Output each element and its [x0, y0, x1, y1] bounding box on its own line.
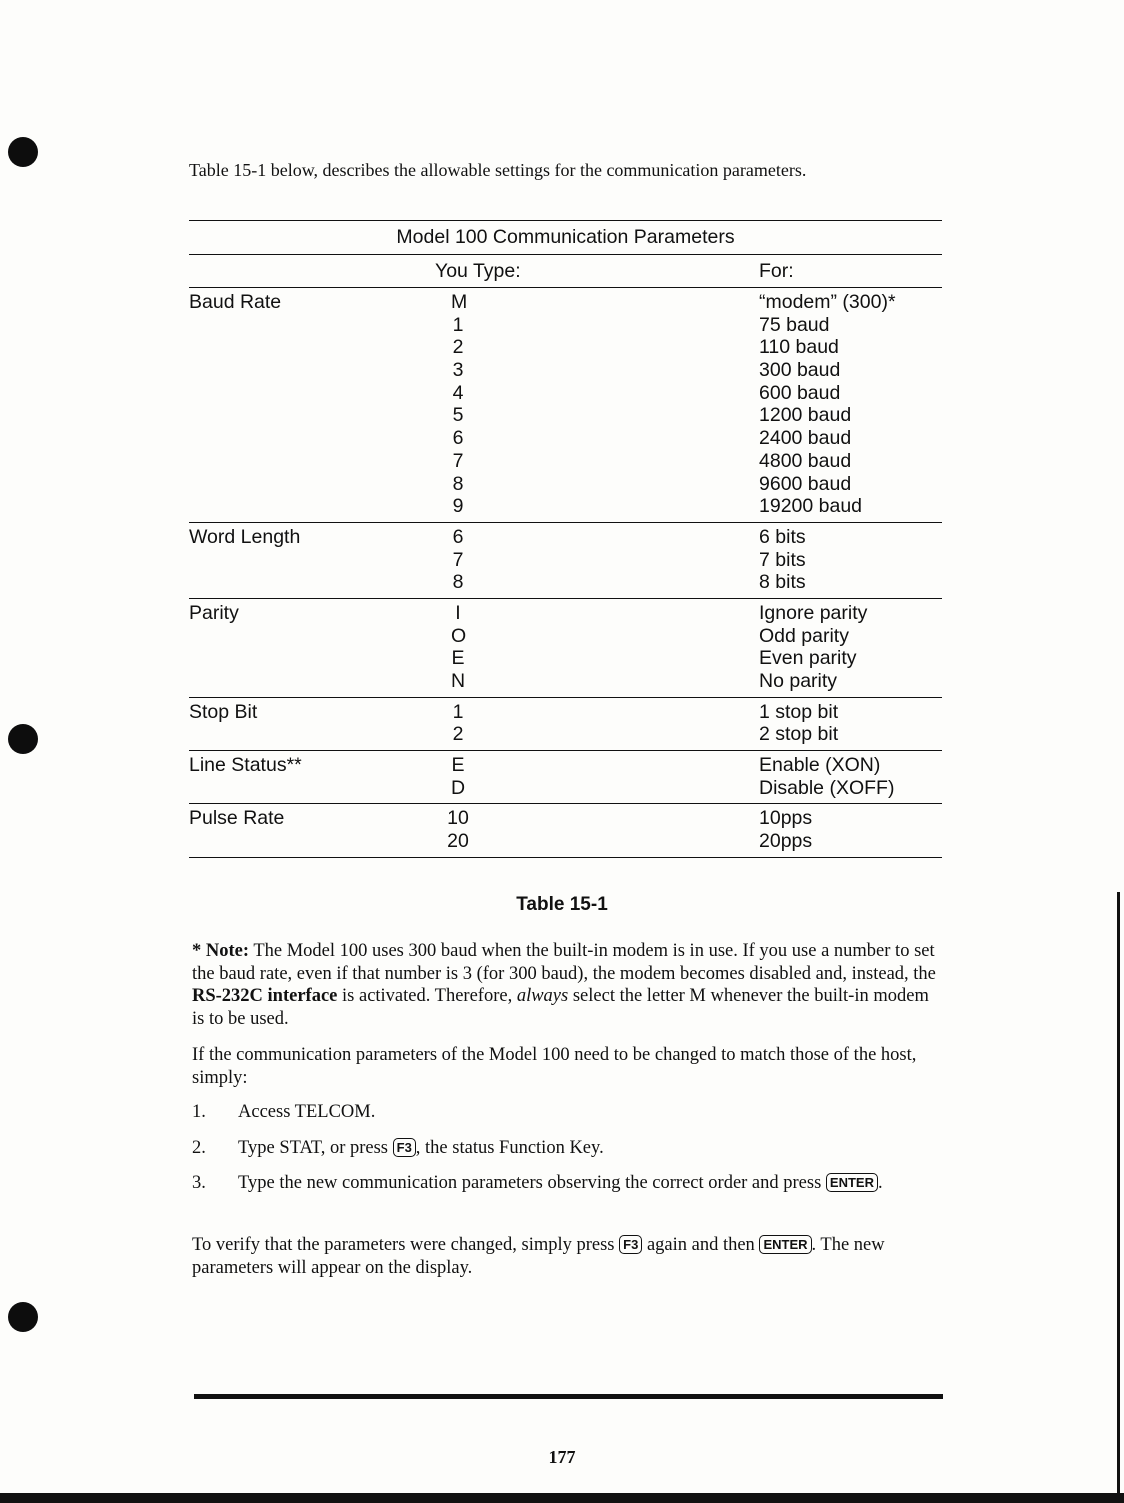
note-marker: * Note:	[192, 941, 250, 961]
table-row	[189, 754, 942, 777]
table-row	[189, 670, 942, 693]
table-row	[189, 314, 942, 337]
parameter-meaning: 75 baud	[759, 313, 830, 336]
table-row-group	[189, 523, 942, 598]
table-header	[189, 255, 942, 287]
table-row	[189, 777, 942, 800]
table-row	[189, 291, 942, 314]
list-item: 3. Type the new communication parameters observing the correct order and press ENTER .	[192, 1173, 883, 1193]
table-row	[189, 495, 942, 518]
parameter-meaning: Enable (XON)	[759, 754, 881, 777]
parameter-label: Parity	[189, 601, 239, 624]
parameter-code: 8	[452, 472, 464, 495]
intro-paragraph: Table 15-1 below, describes the allowable settings for the communication parameters.	[189, 160, 807, 180]
parameter-label: Word Length	[189, 525, 301, 548]
table-row-group	[189, 288, 942, 522]
parameter-meaning: 7 bits	[759, 548, 806, 571]
note-paragraph: * Note: The Model 100 uses 300 baud when the built-in modem is in use. If you use a number to set the baud rate, even if that number is 3 (for 300 baud), the modem becomes disabled and, instead, the RS-232C interface is activated. Therefore, always select the letter M whenever the built-in modem is to be used.	[192, 941, 936, 1029]
parameter-code: 5	[452, 404, 464, 427]
table-row-group	[189, 599, 942, 697]
binder-hole-bottom	[8, 1302, 38, 1332]
verify-paragraph: To verify that the parameters were changed, simply press F3 again and then ENTER . The new parameters will appear on the display.	[192, 1235, 885, 1278]
parameter-code: N	[451, 670, 466, 692]
parameter-code: 1	[452, 313, 464, 336]
table-caption: Table 15-1	[516, 894, 608, 915]
table-row-group	[189, 751, 942, 803]
column-header-you-type: You Type:	[435, 260, 521, 282]
page-edge-bottom	[0, 1493, 1124, 1503]
table-row	[189, 571, 942, 594]
table-row	[189, 723, 942, 746]
parameter-code: M	[451, 291, 468, 313]
list-item: 1. Access TELCOM.	[192, 1102, 376, 1122]
parameter-meaning: 20pps	[759, 830, 813, 853]
table-row	[189, 830, 942, 853]
parameter-meaning: 8 bits	[759, 571, 806, 594]
parameter-label: Line Status**	[189, 754, 302, 777]
page-number: 177	[548, 1447, 576, 1467]
enter-key-icon: ENTER	[759, 1235, 811, 1254]
parameter-code: E	[451, 647, 465, 670]
parameter-meaning: 300 baud	[759, 359, 841, 382]
binder-hole-top	[8, 137, 38, 167]
parameter-meaning: 1200 baud	[759, 404, 852, 427]
parameter-meaning: Ignore parity	[759, 601, 868, 624]
parameter-meaning: Odd parity	[759, 624, 849, 647]
table-row	[189, 427, 942, 450]
parameter-code: E	[451, 754, 465, 777]
table-row	[189, 336, 942, 359]
parameter-code: 4	[452, 381, 464, 404]
parameter-code: 2	[452, 723, 464, 746]
parameter-code: 1	[452, 700, 464, 723]
parameter-code: 20	[447, 830, 469, 853]
table-row	[189, 701, 942, 724]
parameter-code: D	[451, 776, 466, 799]
parameter-meaning: 10pps	[759, 807, 813, 830]
table-row	[189, 450, 942, 473]
parameter-label: Baud Rate	[189, 291, 282, 313]
binder-hole-middle	[8, 724, 38, 754]
parameter-meaning: 6 bits	[759, 525, 806, 548]
table-row	[189, 647, 942, 670]
parameter-meaning: 19200 baud	[759, 495, 863, 518]
parameter-code: 10	[447, 807, 469, 830]
parameter-code: O	[451, 624, 467, 647]
table-row	[189, 602, 942, 625]
column-header-for: For:	[759, 260, 794, 282]
parameter-code: 9	[452, 495, 464, 518]
steps-list	[192, 1101, 942, 1208]
enter-key-icon: ENTER	[826, 1173, 878, 1192]
parameter-meaning: No parity	[759, 670, 838, 692]
parameter-meaning: 1 stop bit	[759, 700, 839, 723]
parameter-code: 3	[452, 359, 464, 382]
list-item: 2. Type STAT, or press F3 , the status Function Key.	[192, 1137, 604, 1158]
parameter-label: Stop Bit	[189, 700, 258, 723]
parameter-code: I	[455, 601, 461, 624]
parameter-meaning: 2 stop bit	[759, 723, 839, 746]
parameter-meaning: 110 baud	[759, 336, 839, 359]
table-row	[189, 404, 942, 427]
table-row-group	[189, 698, 942, 750]
instructions-paragraph: If the communication parameters of the Model 100 need to be changed to match those of the host, simply:	[192, 1045, 917, 1088]
table-row	[189, 526, 942, 549]
parameter-code: 8	[452, 571, 464, 594]
f3-key-icon: F3	[619, 1235, 642, 1254]
parameter-code: 2	[452, 336, 464, 359]
parameter-code: 7	[452, 548, 464, 571]
table-row	[189, 359, 942, 382]
table-row	[189, 625, 942, 648]
parameter-meaning: 2400 baud	[759, 427, 852, 450]
parameter-code: 6	[452, 525, 464, 548]
table-row	[189, 473, 942, 496]
parameter-meaning: 600 baud	[759, 381, 841, 404]
page-edge-right	[1117, 892, 1120, 1503]
parameter-meaning: 9600 baud	[759, 472, 852, 495]
parameter-meaning: Even parity	[759, 647, 857, 670]
parameter-meaning: 4800 baud	[759, 449, 852, 472]
table-row	[189, 549, 942, 572]
note-bold-term: RS-232C interface	[192, 986, 338, 1006]
table-title: Model 100 Communication Parameters	[396, 226, 735, 248]
table-row	[189, 807, 942, 830]
parameter-meaning: “modem” (300)*	[759, 291, 896, 313]
parameter-label: Pulse Rate	[189, 807, 285, 830]
parameter-meaning: Disable (XOFF)	[759, 776, 895, 799]
footer-rule	[194, 1394, 943, 1399]
f3-key-icon: F3	[393, 1138, 416, 1157]
table-row-group	[189, 804, 942, 856]
note-emphasis: always	[516, 986, 569, 1006]
parameter-code: 7	[452, 449, 464, 472]
parameters-table	[189, 220, 942, 858]
table-row	[189, 382, 942, 405]
parameter-code: 6	[452, 427, 464, 450]
